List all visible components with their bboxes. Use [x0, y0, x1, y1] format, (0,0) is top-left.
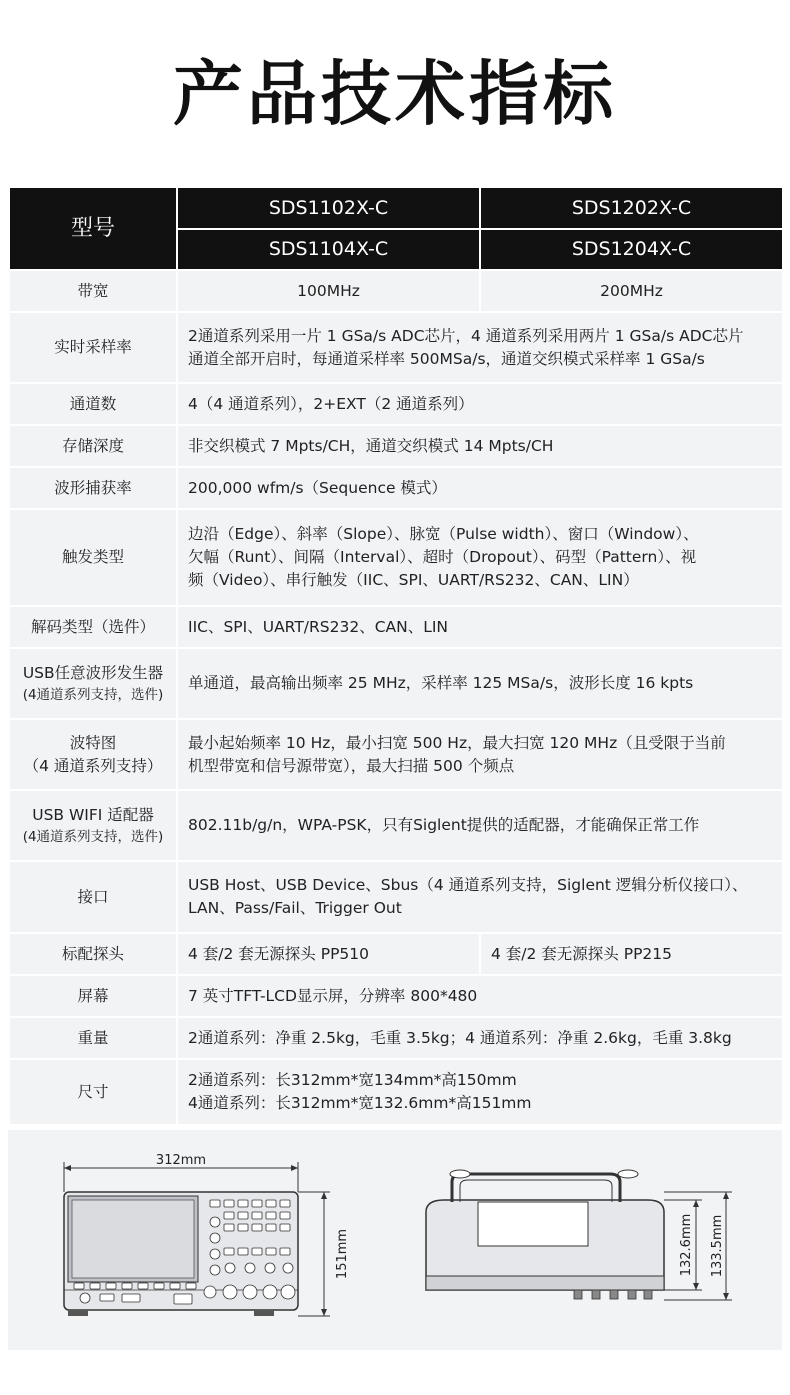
row-value: 2通道系列采用一片 1 GSa/s ADC芯片，4 通道系列采用两片 1 GSa/s ADC芯片 通道全部开启时，每通道采样率 500MSa/s，通道交织模式采样率 1 GSa/s: [177, 312, 783, 383]
front-width-dimension: [64, 1153, 298, 1192]
row-label: 存储深度: [9, 425, 177, 467]
row-decode: [9, 606, 783, 648]
row-wifi: [9, 790, 783, 861]
row-bandwidth: [9, 270, 783, 312]
row-label: 实时采样率: [9, 312, 177, 383]
probe-right: 4 套/2 套无源探头 PP215: [480, 933, 783, 975]
model-label: 型号: [9, 187, 177, 270]
row-size: [9, 1059, 783, 1125]
row-value: IIC、SPI、UART/RS232、CAN、LIN: [177, 606, 783, 648]
side-depth-dimensions: [664, 1192, 732, 1300]
row-value: 2通道系列：净重 2.5kg，毛重 3.5kg；4 通道系列：净重 2.6kg，毛重 3.8kg: [177, 1017, 783, 1059]
row-weight: [9, 1017, 783, 1059]
row-label: 标配探头: [9, 933, 177, 975]
oscilloscope-front-view: [64, 1192, 298, 1316]
spec-table: [8, 186, 784, 1126]
row-value: 单通道，最高输出频率 25 MHz，采样率 125 MSa/s，波形长度 16 kpts: [177, 648, 783, 719]
row-label: 重量: [9, 1017, 177, 1059]
row-label: 触发类型: [9, 509, 177, 606]
page-title: 产品技术指标: [173, 53, 617, 135]
row-memory: [9, 425, 783, 467]
row-value: 4（4 通道系列），2+EXT（2 通道系列）: [177, 383, 783, 425]
side-depth-b-label: 133.5mm: [710, 1214, 725, 1278]
bandwidth-right: 200MHz: [480, 270, 783, 312]
row-value: 非交织模式 7 Mpts/CH，通道交织模式 14 Mpts/CH: [177, 425, 783, 467]
row-label: 波形捕获率: [9, 467, 177, 509]
bandwidth-left: 100MHz: [177, 270, 480, 312]
row-value: 7 英寸TFT-LCD显示屏，分辨率 800*480: [177, 975, 783, 1017]
row-capture: [9, 467, 783, 509]
model-1204: SDS1204X-C: [480, 229, 783, 270]
front-height-dimension: [298, 1192, 350, 1316]
model-1104: SDS1104X-C: [177, 229, 480, 270]
row-probe: [9, 933, 783, 975]
row-label: 解码类型（选件）: [9, 606, 177, 648]
row-label: 屏幕: [9, 975, 177, 1017]
row-interface: [9, 861, 783, 933]
row-bode: [9, 719, 783, 790]
row-label: 接口: [9, 861, 177, 933]
front-width-label: 312mm: [155, 1153, 207, 1168]
row-value: 802.11b/g/n，WPA-PSK，只有Siglent提供的适配器，才能确保正常工作: [177, 790, 783, 861]
row-value: 2通道系列：长312mm*宽134mm*高150mm 4通道系列：长312mm*宽132.6mm*高151mm: [177, 1059, 783, 1125]
row-awg: [9, 648, 783, 719]
front-height-label: 151mm: [335, 1228, 350, 1280]
row-sampling: [9, 312, 783, 383]
row-label: 带宽: [9, 270, 177, 312]
row-value: USB Host、USB Device、Sbus（4 通道系列支持，Siglent 逻辑分析仪接口）、 LAN、Pass/Fail、Trigger Out: [177, 861, 783, 933]
row-value: 边沿（Edge）、斜率（Slope）、脉宽（Pulse width）、窗口（Window）、 欠幅（Runt）、间隔（Interval）、超时（Dropout）、码型（Pattern）、视 频（Video）、串行触发（IIC、SPI、UART/RS232、CAN、LIN）: [177, 509, 783, 606]
row-screen: [9, 975, 783, 1017]
row-label: USB WIFI 适配器 (4通道系列支持，选件): [9, 790, 177, 861]
row-label: 波特图 （4 通道系列支持）: [9, 719, 177, 790]
row-label: USB任意波形发生器 (4通道系列支持，选件): [9, 648, 177, 719]
row-label: 通道数: [9, 383, 177, 425]
model-1202: SDS1202X-C: [480, 187, 783, 229]
oscilloscope-side-view: [426, 1170, 664, 1299]
model-1102: SDS1102X-C: [177, 187, 480, 229]
dimension-drawing: [8, 1130, 782, 1350]
row-trigger: [9, 509, 783, 606]
row-value: 200,000 wfm/s（Sequence 模式）: [177, 467, 783, 509]
side-depth-a-label: 132.6mm: [679, 1213, 694, 1277]
probe-left: 4 套/2 套无源探头 PP510: [177, 933, 480, 975]
row-channels: [9, 383, 783, 425]
row-value: 最小起始频率 10 Hz，最小扫宽 500 Hz，最大扫宽 120 MHz（且受限于当前 机型带宽和信号源带宽），最大扫描 500 个频点: [177, 719, 783, 790]
row-label: 尺寸: [9, 1059, 177, 1125]
